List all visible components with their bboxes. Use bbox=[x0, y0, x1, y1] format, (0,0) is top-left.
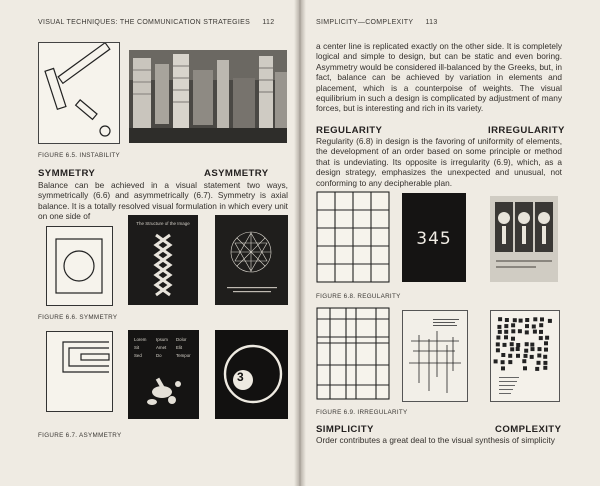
scatter-square bbox=[537, 354, 541, 358]
scatter-square bbox=[538, 347, 542, 351]
scatter-square bbox=[531, 347, 535, 351]
scatter-square bbox=[503, 343, 507, 347]
scatter-square bbox=[539, 323, 543, 327]
simplicity-heading: SIMPLICITY bbox=[316, 424, 374, 435]
scatter-square bbox=[548, 319, 552, 323]
scatter-square bbox=[498, 317, 502, 321]
regularity-grid bbox=[316, 191, 390, 283]
scatter-square bbox=[524, 354, 528, 358]
scatter-square bbox=[537, 361, 541, 365]
running-header-left bbox=[38, 19, 274, 26]
scatter-square bbox=[516, 354, 520, 358]
book-gutter bbox=[294, 0, 306, 486]
scatter-square bbox=[511, 323, 515, 327]
scatter-square bbox=[501, 366, 505, 370]
irregularity-poster-dots bbox=[490, 310, 560, 402]
scatter-square bbox=[533, 317, 537, 321]
scatter-square bbox=[504, 330, 508, 334]
simplicity-paragraph: Order contributes a great deal to the visual synthesis of simplicity bbox=[316, 435, 555, 445]
scatter-square bbox=[508, 360, 512, 364]
figure-6-7-caption: FIGURE 6.7. ASYMMETRY bbox=[38, 432, 122, 439]
scatter-square bbox=[504, 324, 508, 328]
right-page bbox=[302, 0, 600, 486]
poster-table-row: Lorem Ipsum Dolor bbox=[134, 337, 187, 342]
scatter-square bbox=[510, 342, 514, 346]
poster-text-line bbox=[499, 377, 519, 378]
scatter-square bbox=[544, 341, 548, 345]
scatter-square bbox=[516, 347, 520, 351]
figure-6-5-caption: FIGURE 6.5. INSTABILITY bbox=[38, 152, 121, 159]
city-photo bbox=[129, 50, 287, 143]
scatter-square bbox=[494, 359, 498, 363]
poster-text-line bbox=[499, 385, 515, 386]
scatter-square bbox=[532, 325, 536, 329]
page-number: 113 bbox=[425, 19, 438, 26]
poster-title: The Structure of the Image bbox=[136, 221, 190, 226]
scatter-square bbox=[516, 343, 520, 347]
scatter-square bbox=[501, 353, 505, 357]
scatter-square bbox=[496, 342, 500, 346]
left-page bbox=[0, 0, 298, 486]
intro-paragraph: a center line is replicated exactly on the other side. It is completely logical and simple to design, but can be static and even boring. Asymmetry would be considered ill-balanced by the Greeks, but, in fact, balance can be achieved by variation in elements and placement, which is a counterpoise of weights. The visual equilibrium in such a design is complicated by adjustment of many forces, but is interesting and rich in its variety. bbox=[316, 41, 562, 114]
irregularity-heading: IRREGULARITY bbox=[488, 125, 565, 136]
asymmetry-diagram bbox=[46, 331, 113, 412]
page-number: 112 bbox=[262, 19, 275, 26]
scatter-square bbox=[525, 324, 529, 328]
scatter-square bbox=[539, 330, 543, 334]
scatter-square bbox=[497, 325, 501, 329]
header-text: VISUAL TECHNIQUES: THE COMMUNICATION STRATEGIES bbox=[38, 19, 251, 26]
scatter-square bbox=[540, 317, 544, 321]
simplicity-text bbox=[316, 435, 562, 445]
complexity-heading: COMPLEXITY bbox=[495, 424, 562, 435]
regularity-text bbox=[316, 136, 562, 188]
regularity-poster-symbols bbox=[490, 196, 558, 282]
scatter-square bbox=[496, 336, 500, 340]
asymmetry-poster-1 bbox=[128, 330, 199, 419]
symmetry-paragraph: Balance can be achieved in a visual statement two ways, symmetrically (6.6) and asymmetrically (6.7). Symmetry is axial balance. It is a totally resolved visual formulation in which every unit on one side of bbox=[38, 180, 288, 222]
irregularity-poster-lines bbox=[402, 310, 468, 402]
instability-diagram bbox=[38, 42, 120, 144]
irregularity-grid bbox=[316, 307, 390, 400]
scatter-square bbox=[523, 366, 527, 370]
scatter-square bbox=[539, 336, 543, 340]
scatter-square bbox=[530, 355, 534, 359]
regularity-paragraph: Regularity (6.8) in design is the favoring of uniformity of elements, the development of an order based on some principle or method that is undeviating. Its opposite is irregularity (6.9), which, as a design strategy, emphasizes the unexpected and unusual, not conforming to any decipherable plan. bbox=[316, 136, 562, 188]
asymmetry-poster-2 bbox=[215, 330, 288, 419]
scatter-square bbox=[501, 360, 505, 364]
scatter-square bbox=[511, 329, 515, 333]
scatter-square bbox=[543, 355, 547, 359]
scatter-square bbox=[545, 336, 549, 340]
symmetry-heading: SYMMETRY bbox=[38, 168, 96, 179]
scatter-square bbox=[535, 367, 539, 371]
poster-text-line bbox=[499, 381, 517, 382]
ring-number: 3 bbox=[237, 370, 244, 384]
scatter-square bbox=[530, 343, 534, 347]
scatter-square bbox=[513, 318, 517, 322]
scatter-square bbox=[525, 330, 529, 334]
poster-table-row: Sed Do Tempor bbox=[134, 353, 191, 358]
scatter-square bbox=[524, 349, 528, 353]
poster-text-line bbox=[499, 389, 513, 390]
scatter-square bbox=[498, 330, 502, 334]
scatter-square bbox=[543, 366, 547, 370]
figure-6-6-caption: FIGURE 6.6. SYMMETRY bbox=[38, 314, 118, 321]
scatter-square bbox=[519, 319, 523, 323]
scatter-square bbox=[510, 347, 514, 351]
scatter-square bbox=[522, 359, 526, 363]
running-header-right bbox=[316, 19, 438, 26]
scatter-square bbox=[518, 329, 522, 333]
symmetry-poster-2 bbox=[215, 215, 288, 305]
scatter-square bbox=[544, 348, 548, 352]
scatter-square bbox=[504, 335, 508, 339]
scatter-square bbox=[533, 330, 537, 334]
scatter-square bbox=[543, 361, 547, 365]
scatter-square bbox=[508, 354, 512, 358]
poster-number: 345 bbox=[416, 229, 452, 249]
scatter-square bbox=[525, 318, 529, 322]
regularity-heading: REGULARITY bbox=[316, 125, 383, 136]
symmetry-diagram bbox=[46, 226, 113, 306]
scatter-square bbox=[505, 318, 509, 322]
poster-text-line bbox=[499, 393, 511, 394]
header-text: SIMPLICITY—COMPLEXITY bbox=[316, 19, 414, 26]
figure-6-9-caption: FIGURE 6.9. IRREGULARITY bbox=[316, 409, 408, 416]
scatter-square bbox=[511, 337, 515, 341]
symmetry-poster-1 bbox=[128, 215, 198, 305]
regularity-poster-345 bbox=[402, 193, 466, 282]
asymmetry-heading: ASYMMETRY bbox=[204, 168, 269, 179]
poster-table-row: Sit Amet Elit bbox=[134, 345, 183, 350]
intro-text bbox=[316, 41, 562, 114]
scatter-square bbox=[525, 342, 529, 346]
scatter-square bbox=[496, 348, 500, 352]
poster-table bbox=[134, 336, 191, 360]
figure-6-8-caption: FIGURE 6.8. REGULARITY bbox=[316, 293, 401, 300]
